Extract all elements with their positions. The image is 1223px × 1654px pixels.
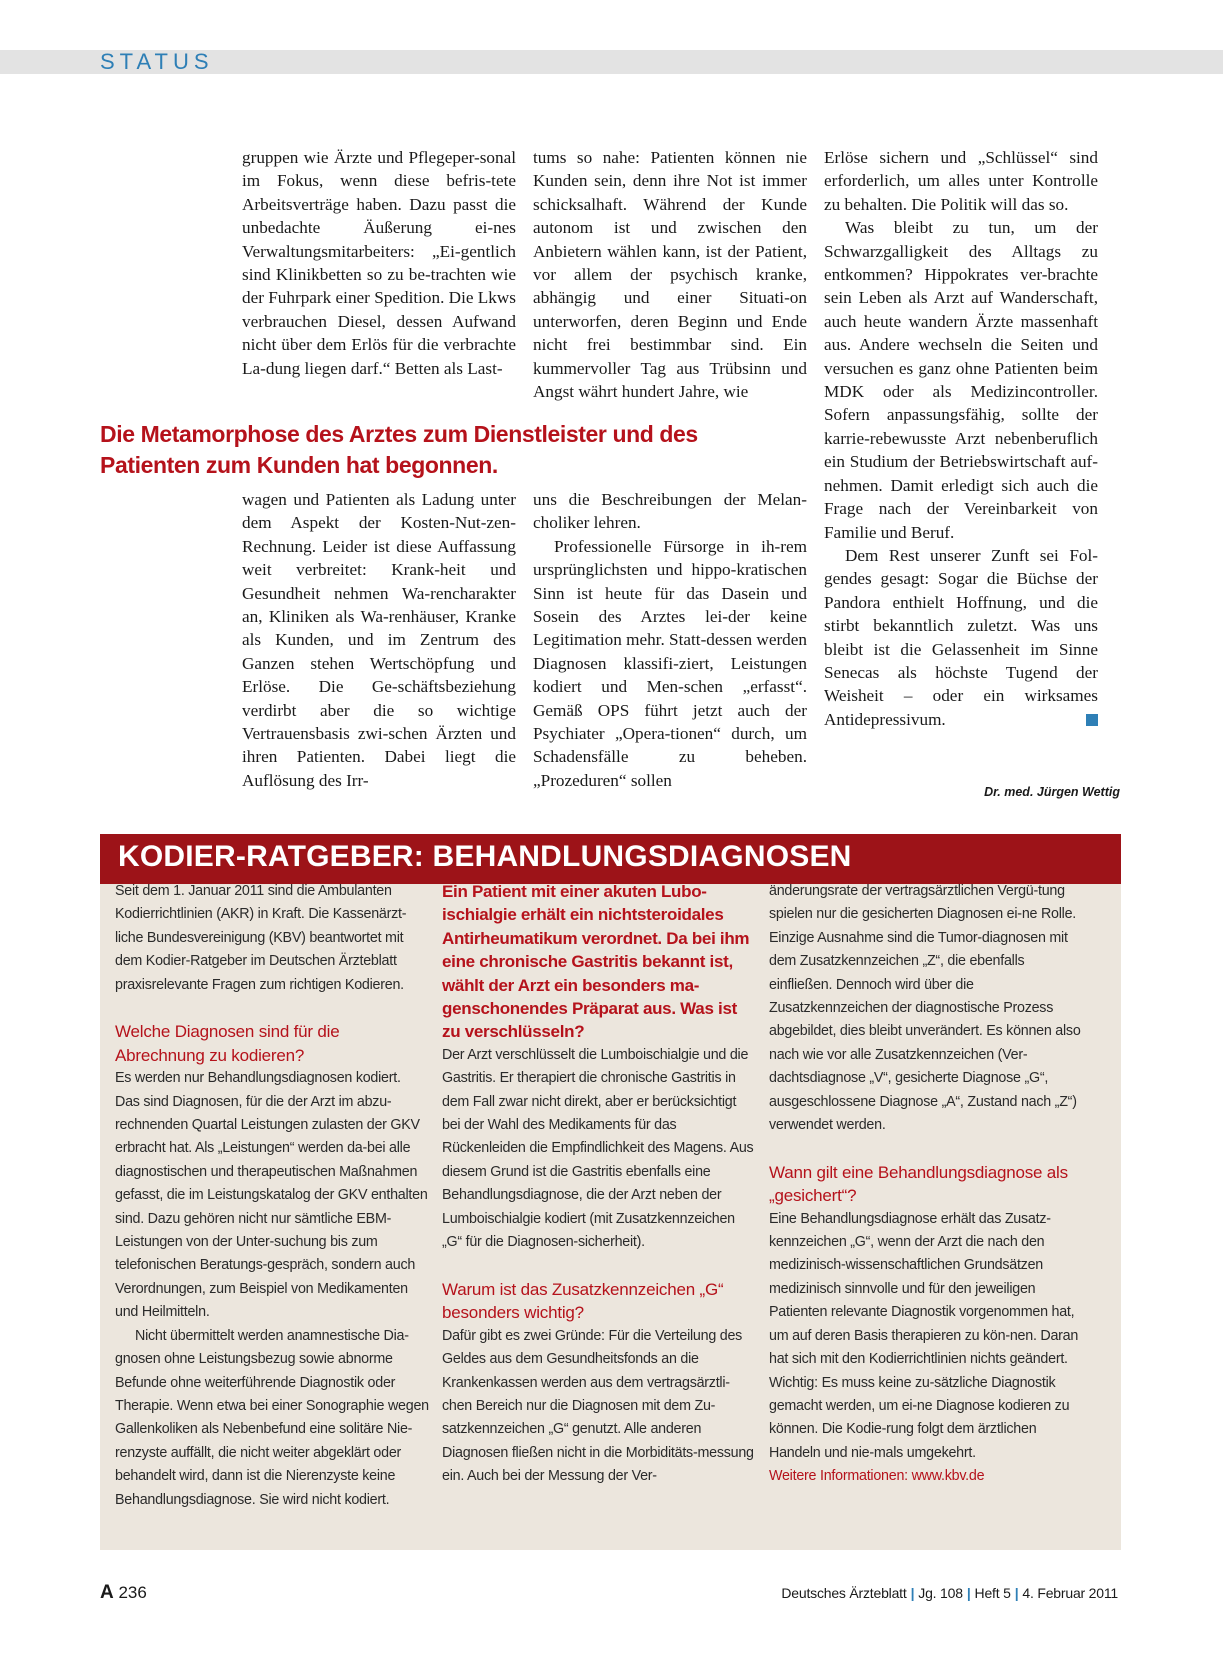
date: 4. Februar 2011: [1022, 1585, 1118, 1601]
article-column-1-bottom: [242, 488, 516, 792]
box-question-heading: Warum ist das Zusatzkennzeichen „G“ besonders wichtig?: [442, 1279, 724, 1323]
box-text: Dafür gibt es zwei Gründe: Für die Verteilung des Geldes aus dem Gesundheitsfonds an die Krankenkassen werden aus dem vertragsärztli-chen Bereich nur die Diagnosen mit dem Zu-satzkennzeichen „G“ genutzt. Alle anderen Diagnosen fließen nicht in die Morbiditäts-messung ein. Auch bei der Messung der Ver-: [442, 1327, 754, 1485]
info-box-column-1: [115, 880, 429, 1512]
page-number: [100, 1582, 147, 1604]
article-text: Was bleibt zu tun, um der Schwarzgalligkeit des Alltags zu entkommen? Hippokrates ver-brachte sein Leben als Arzt auf Wanderschaft, auch heute wandern Ärzte massenhaft aus. Andere wechseln die Seiten und versuchen es ganz ohne Patienten beim MDK oder als Medizincontroller. Sofern anpassungsfähig, sollte der karrie-rebewusste Arzt nebenberuflich ein Studium der Betriebswirtschaft auf-nehmen. Damit erledigt sich auch die Frage nach der Vereinbarkeit von Familie und Beruf.: [824, 218, 1098, 542]
article-text: gruppen wie Ärzte und Pflegeper-sonal im Fokus, wenn diese befris-tete Arbeitsverträge haben. Dazu passt die unbedachte Äußerung ei-nes Verwaltungsmitarbeiters: „Ei-gentlich sind Klinikbetten so zu be-trachten wie der Fuhrpark einer Spedition. Die Lkws verbrauchen Diesel, dessen Aufwand nicht über dem Erlös für die verbrachte La-dung liegen darf.“ Betten als Last-: [242, 148, 516, 378]
article-column-2-bottom: [533, 488, 807, 792]
author-name: Dr. med. Jürgen Wettig: [984, 785, 1120, 799]
volume: Jg. 108: [918, 1585, 963, 1601]
journal-name: Deutsches Ärzteblatt: [781, 1585, 907, 1601]
article-text: Erlöse sichern und „Schlüssel“ sind erforderlich, um alles unter Kontrolle zu behalten. Die Politik will das so.: [824, 148, 1098, 214]
separator: |: [966, 1585, 971, 1601]
box-text: Es werden nur Behandlungsdiagnosen kodiert. Das sind Diagnosen, für die der Arzt im abzu-rechnenden Quartal Leistungen zulasten der GKV erbracht hat. Als „Leistungen“ werden da-bei alle diagnostischen und therapeutischen Maßnahmen gefasst, die im Leistungskatalog der GKV enthalten sind. Dazu gehören nicht nur sämtliche EBM-Leistungen von der Unter-suchung bis zum telefonischen Beratungs-gespräch, sondern auch Verordnungen, zum Beispiel von Medikamenten und Heilmitteln.: [115, 1070, 428, 1321]
section-label: STATUS: [100, 49, 214, 74]
more-info-link[interactable]: Weitere Informationen: www.kbv.de: [769, 1468, 985, 1485]
article-text: tums so nahe: Patienten können nie Kunden sein, denn ihre Not ist immer schicksalhaft. Während der Kunde autonom ist und zwischen den Anbietern wählen kann, ist der Patient, vor allem der psychisch kranke, abhängig und einer Situati-on unterworfen, deren Beginn und Ende nicht frei bestimmbar sind. Ein kummervoller Tag aus Trübsinn und Angst währt hundert Jahre, wie: [533, 148, 807, 402]
issue: Heft 5: [974, 1585, 1011, 1601]
box-text: änderungsrate der vertragsärztlichen Vergü-tung spielen nur die gesicherten Diagnosen ei-ne Rolle. Einzige Ausnahme sind die Tumor-diagnosen mit dem Zusatzkennzeichen „Z“, die ebenfalls einfließen. Dennoch wird über die Zusatzkennzeichen der diagnostische Prozess abgebildet, dies bleibt unverändert. Es können also nach wie vor alle Zusatzkennzeichen (Ver-dachtsdiagnose „V“, gesicherte Diagnose „G“, ausgeschlossene Diagnose „A“, Zustand nach „Z“) verwendet werden.: [769, 883, 1081, 1134]
article-text: wagen und Patienten als Ladung unter dem Aspekt der Kosten-Nut-zen-Rechnung. Leider ist diese Auffassung weit verbreitet: Krank-heit und Gesundheit nehmen Wa-rencharakter an, Kliniken als Wa-renhäuser, Kranke als Kunden, und im Zentrum des Ganzen stehen Wertschöpfung und Erlöse. Die Ge-schäftsbeziehung verdirbt aber die so wichtige Vertrauensbasis zwi-schen Ärzten und ihren Patienten. Dabei liegt die Auflösung des Irr-: [242, 490, 516, 790]
article-column-1-top: [242, 146, 516, 380]
box-intro: Seit dem 1. Januar 2011 sind die Ambulanten Kodierrichtlinien (AKR) in Kraft. Die Kassenärzt-liche Bundesvereinigung (KBV) beantwortet mit dem Kodier-Ratgeber im Deutschen Ärzteblatt praxisrelevante Fragen zum richtigen Kodieren.: [115, 883, 407, 993]
article-text: uns die Beschreibungen der Melan-choliker lehren.: [533, 490, 807, 533]
article-text: [824, 544, 1098, 731]
page-number-value: 236: [118, 1583, 147, 1602]
end-mark-icon: [1086, 714, 1098, 726]
box-case-question: Ein Patient mit einer akuten Lubo-ischialgie erhält ein nichtsteroidales Antirheumatikum verordnet. Da bei ihm eine chronische Gastritis bekannt ist, wählt der Arzt ein besonders ma-genschonendes Präparat aus. Was ist zu verschlüsseln?: [442, 882, 750, 1042]
pull-quote: Die Metamorphose des Arztes zum Dienstleister und des Patienten zum Kunden hat begonnen.: [100, 421, 698, 478]
box-question-heading: Wann gilt eine Behandlungsdiagnose als „gesichert“?: [769, 1162, 1068, 1206]
info-box-column-2: [442, 880, 756, 1489]
footer-publication-info: [781, 1585, 1118, 1601]
article-text: Dem Rest unserer Zunft sei Fol-gendes gesagt: Sogar die Büchse der Pandora enthielt Hoffnung, und die stirbt bekanntlich zuletzt. Was uns bleibt ist die Gelassenheit im Sinne Senecas als höchste Tugend der Weisheit – oder ein wirksames Antidepressivum.: [824, 545, 1098, 729]
box-text: Der Arzt verschlüsselt die Lumboischialgie und die Gastritis. Er therapiert die chronische Gastritis in dem Fall zwar nicht direkt, aber er berücksichtigt bei der Wahl des Medikaments für das Rückenleiden die Empfindlichkeit des Magens. Aus diesem Grund ist die Gastritis ebenfalls eine Behandlungsdiagnose, die der Arzt neben der Lumboischialgie kodiert (mit Zusatzkennzeichen „G“ für die Diagnosen-sicherheit).: [442, 1046, 754, 1251]
article-text: Professionelle Fürsorge in ih-rem ursprünglichsten und hippo-kratischen Sinn ist heute für das Dasein und Sosein des Arztes lei-der keine Legitimation mehr. Statt-dessen werden Diagnosen klassifi-ziert, Leistungen kodiert und Men-schen „erfasst“. Gemäß OPS führt jetzt auch der Psychiater „Opera-tionen“ durch, um Schadensfälle zu beheben. „Prozeduren“ sollen: [533, 536, 807, 790]
info-box-column-3: [769, 880, 1083, 1489]
separator: |: [1014, 1585, 1019, 1601]
article-column-2-top: [533, 146, 807, 403]
box-text: Nicht übermittelt werden anamnestische Dia-gnosen ohne Leistungsbezug sowie abnorme Befunde ohne weiterführende Diagnostik oder Therapie. Wenn etwa bei einer Sonographie wegen Gallenkoliken als Nebenbefund eine solitäre Nie-renzyste auffällt, die nicht weiter abgeklärt oder behandelt wird, dann ist die Nierenzyste keine Behandlungsdiagnose. Sie wird nicht kodiert.: [115, 1327, 429, 1508]
article-column-3: [824, 146, 1098, 731]
separator: |: [910, 1585, 915, 1601]
box-text: Eine Behandlungsdiagnose erhält das Zusatz-kennzeichen „G“, wenn der Arzt die nach den medizinisch-wissenschaftlichen Grundsätzen medizinisch sinnvolle und für den jeweiligen Patienten relevante Diagnostik vorgenommen hat, um auf deren Basis therapieren zu kön-nen. Daran hat sich mit den Kodierrichtlinien nichts geändert. Wichtig: Es muss keine zu-sätzliche Diagnostik gemacht werden, um ei-ne Diagnose kodieren zu können. Die Kodie-rung folgt dem ärztlichen Handeln und nie-mals umgekehrt.: [769, 1210, 1079, 1461]
page-prefix: A: [100, 1582, 114, 1603]
box-question-heading: Welche Diagnosen sind für die Abrechnung zu kodieren?: [115, 1022, 340, 1065]
info-box-title: KODIER-RATGEBER: BEHANDLUNGSDIAGNOSEN: [118, 840, 852, 873]
